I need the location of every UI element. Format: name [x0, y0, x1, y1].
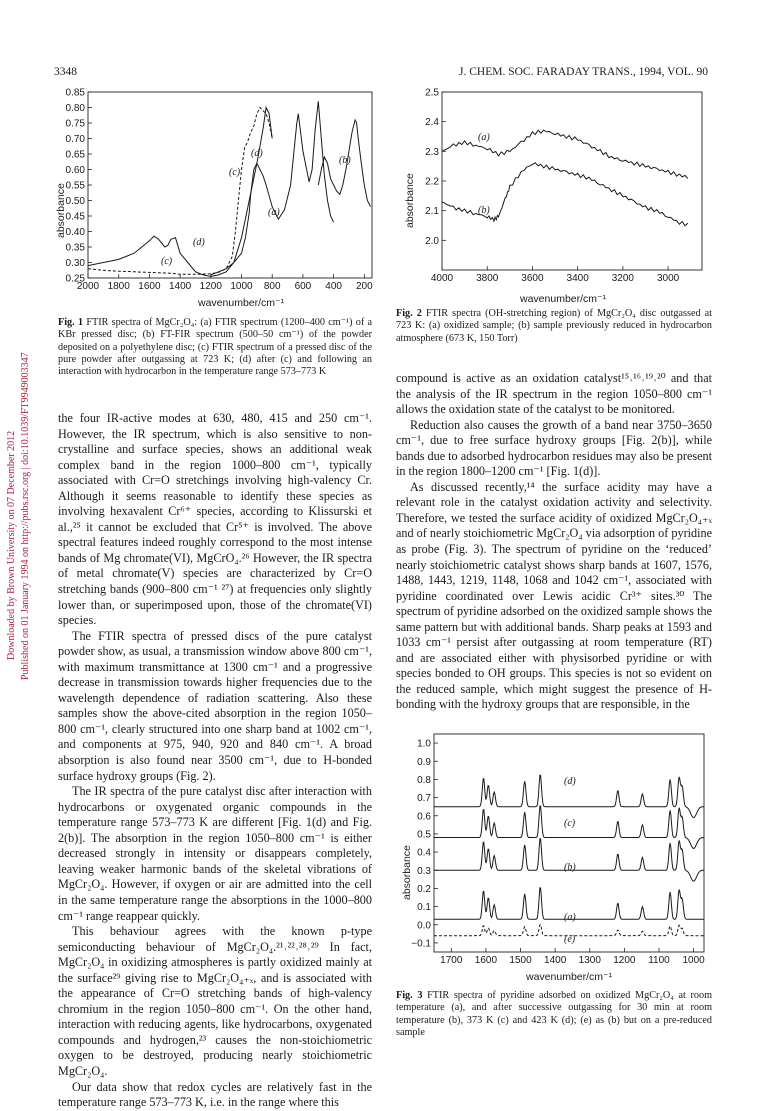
x-tick-label: 4000: [430, 273, 454, 284]
y-tick-label: 0.2: [417, 883, 431, 895]
x-tick-label: 1500: [509, 955, 532, 966]
figure-3: [398, 730, 714, 982]
figure-1-xlabel: wavenumber/cm⁻¹: [198, 297, 285, 309]
y-tick-label: 0.75: [65, 118, 85, 130]
figure-2-caption-text: FTIR spectra (OH-stretching region) of MgCr₂O₄ disc outgassed at 723 K: (a) oxidized sample; (b) sample previously reduced in hydrocarbon atmosphere (673 K, 150 Torr): [396, 308, 713, 344]
y-tick-label: 0.50: [65, 196, 85, 207]
paragraph: The FTIR spectra of pressed discs of the pure catalyst powder show, as usual, a transmission window above 800 cm⁻¹, with maximum transmittance at 1300 cm⁻¹ and a progressive decrease in transmission towards higher frequencies due to the wavelength dependence of radiation scattering. Also these samples show the above-cited absorption in the region 1050–800 cm⁻¹, clearly structured into one sharp band at 1002 cm⁻¹, and components at 975, 940, 920 and 840 cm⁻¹. A broad absorption is also found near 3500 cm⁻¹, due to H-bonded surface hydroxy groups (Fig. 2).: [58, 628, 372, 783]
paragraph: Reduction also causes the growth of a band near 3750–3650 cm⁻¹, due to free surface hydroxy groups [Fig. 2(b)], while bands due to adsorbed hydrocarbon residues may also be present in the region 1800–1200 cm⁻¹ [Fig. 1(d)].: [396, 417, 712, 479]
series-line-b: [434, 839, 704, 881]
paragraph: As discussed recently,¹⁴ the surface acidity may have a relevant role in the catalyst oxidation activity and selectivity. Therefore, we tested the surface acidity of oxidized MgCr₂O₄₊ₓ and of nearly stoichiometric MgCr₂O₄ via adsorption of pyridine as probe (Fig. 3). The spectrum of pyridine on the ‘reduced’ nearly stoichiometric catalyst shows sharp bands at 1607, 1576, 1488, 1443, 1219, 1148, 1068 and 1042 cm⁻¹, associated with pyridine coordinated over Lewis acidic Cr³⁺ sites.³⁰ The spectrum of pyridine adsorbed on the oxidized sample shows the same pattern but with additional bands. Sharp peaks at 1593 and 1033 cm⁻¹ persist after outgassing at room temperature (RT) and are associated either with physisorbed pyridine or with species bonded to OH groups. This species is not so evident on the reduced sample, which might suggest the presence of H-bonding with the hydroxy groups that are responsible, in the: [396, 479, 712, 712]
y-tick-label: 2.2: [425, 176, 439, 188]
x-tick-label: 1400: [544, 955, 567, 966]
figure-2-label-a: (a): [478, 132, 490, 143]
page-number: 3348: [54, 66, 77, 78]
figure-2-plot: [396, 88, 712, 304]
figure-1-label-c-lower: (c): [161, 256, 173, 267]
figure-2-caption: [396, 308, 712, 345]
figure-1-label-d-lower: (d): [193, 237, 205, 248]
body-column-left: [58, 411, 372, 1111]
figure-1-label-c-upper: (c): [229, 167, 241, 178]
y-tick-label: 0.9: [417, 756, 431, 768]
figure-1-ylabel: absorbance: [55, 183, 67, 238]
y-tick-label: 0.5: [417, 829, 431, 841]
figure-1-caption: [58, 317, 372, 378]
paragraph: the four IR-active modes at 630, 480, 415 and 250 cm⁻¹. However, the IR spectrum, which is also sensitive to non-crystalline and surface species, shows an additional weak complex band in the region 1000–800 cm⁻¹, typically associated with Cr=O stretchings involving high-valency Cr. Although it seems reasonable to identify these species as involving hexavalent Cr⁶⁺ species, according to Klissurski et al.,²⁵ it cannot be excluded that Cr⁵⁺ is involved. The above spectral features indeed roughly correspond to the most intense bands of Mg chromate(VI), MgCrO₄.²⁶ However, the IR spectra of metal chromate(V) species are characterized by Cr=O stretching bands (900–800 cm⁻¹ ²⁷) at frequencies only slightly lower than, or superimposed upon, those of the chromate(VI) species.: [58, 411, 372, 628]
y-tick-label: 2.0: [425, 235, 439, 247]
x-tick-label: 1000: [230, 281, 253, 292]
figure-3-caption: [396, 990, 712, 1039]
x-tick-label: 1300: [578, 955, 601, 966]
x-tick-label: 1600: [138, 281, 161, 292]
x-tick-label: 1600: [474, 955, 498, 966]
figure-1: [50, 88, 380, 310]
x-tick-label: 1800: [107, 281, 130, 292]
x-tick-label: 1000: [682, 955, 705, 966]
journal-running-head: J. CHEM. SOC. FARADAY TRANS., 1994, VOL. 90: [459, 66, 708, 78]
y-tick-label: 0.45: [65, 211, 85, 223]
x-tick-label: 600: [294, 281, 312, 292]
figure-3-label-a: (a): [564, 912, 576, 923]
download-notice-line-1: Downloaded by Brown University on 07 December 2012: [6, 430, 17, 660]
series-line-d: [88, 108, 272, 277]
y-tick-label: 0.4: [417, 847, 431, 859]
x-tick-label: 3400: [566, 273, 589, 284]
y-tick-label: 2.5: [425, 87, 439, 99]
y-tick-label: 0.3: [417, 865, 431, 877]
series-line-b: [442, 163, 688, 226]
figure-2-label-b: (b): [478, 205, 490, 216]
figure-3-label-d: (d): [564, 776, 576, 787]
figure-2-caption-label: Fig. 2: [396, 308, 422, 319]
y-tick-label: 2.1: [425, 206, 439, 218]
y-tick-label: 0.70: [65, 134, 85, 145]
figure-3-plot: [398, 730, 714, 982]
x-tick-label: 1700: [440, 955, 463, 966]
figure-3-label-b: (b): [564, 862, 576, 873]
y-tick-label: 0.40: [65, 227, 85, 238]
figure-1-label-a: (a): [268, 207, 280, 218]
plot-frame: [88, 92, 372, 278]
figure-1-label-b: (b): [339, 155, 351, 166]
y-tick-label: 0.8: [417, 774, 431, 786]
figure-3-ylabel: absorbance: [401, 845, 413, 900]
y-tick-label: 0.25: [65, 273, 85, 285]
y-tick-label: 0.30: [65, 258, 85, 269]
y-tick-label: 0.80: [65, 103, 85, 114]
y-tick-label: 0.7: [417, 793, 431, 805]
y-tick-label: 0.60: [65, 165, 85, 176]
figure-3-xlabel: wavenumber/cm⁻¹: [526, 971, 613, 983]
y-tick-label: 0.55: [65, 180, 85, 192]
x-tick-label: 1100: [648, 955, 670, 966]
figure-3-label-c: (c): [564, 818, 576, 829]
plot-frame: [442, 92, 702, 270]
figure-1-plot: [50, 88, 380, 310]
y-tick-label: 2.4: [425, 117, 439, 129]
y-tick-label: 2.3: [425, 146, 439, 158]
x-tick-label: 1200: [199, 281, 222, 292]
paragraph: compound is active as an oxidation catalyst¹⁵˒¹⁶˒¹⁹˒²⁰ and that the analysis of the IR spectrum in the region 1050–800 cm⁻¹ allows the oxidation state of the catalyst to be monitored.: [396, 371, 712, 417]
paragraph: This behaviour agrees with the known p-type semiconducting behaviour of MgCr₂O₄.²¹˒²²˒²⁸˒²⁹ In fact, MgCr₂O₄ in oxidizing atmospheres is partly oxidized mainly at the surface²⁹ giving rise to MgCr₂O₄₊ₓ, and is associated with the appearance of Cr=O stretching bands of high-valency chromium in the region 1050–800 cm⁻¹. On the other hand, interaction with reducing agents, like hydrocarbons, oxygenated compounds and hydrogen,²³ causes the non-stoichiometric oxygen to be destroyed, producing nearly stoichiometric MgCr₂O₄.: [58, 924, 372, 1078]
figure-3-label-e: (e): [564, 934, 576, 945]
x-tick-label: 800: [263, 281, 281, 292]
x-tick-label: 1200: [613, 955, 636, 966]
download-notice-line-2: Published on 01 January 1994 on http://pubs.rsc.org | doi:10.1039/FT9949003347: [20, 352, 31, 680]
y-tick-label: 0.85: [65, 87, 85, 99]
figure-2: [396, 88, 712, 304]
series-line-c: [88, 108, 272, 275]
figure-3-caption-text: FTIR spectra of pyridine adsorbed on oxidized MgCr₂O₄ at room temperature (a), and after successive outgassing for 30 min at room temperature (b), 373 K (c) and 423 K (d); (e) as (b) but on a pre-reduced sample: [396, 990, 712, 1038]
y-tick-label: 0.6: [417, 811, 431, 823]
y-tick-label: 0.35: [65, 242, 85, 254]
x-tick-label: 3800: [476, 273, 499, 284]
x-tick-label: 1400: [168, 281, 192, 292]
figure-1-caption-label: Fig. 1: [58, 317, 84, 328]
figure-1-label-d-upper: (d): [251, 148, 263, 159]
paragraph: The IR spectra of the pure catalyst disc after interaction with hydrocarbons or oxygenated organic compounds in the temperature range 573–773 K are different [Fig. 1(d) and Fig. 2(b)]. The absorption in the region 1050–800 cm⁻¹ is either decreased strongly in intensity or disappears completely, leaving weaker harmonic bands of the skeletal vibrations of MgCr₂O₄. However, if oxygen or air are admitted into the cell in the same temperature range the absorptions in the 1000–800 cm⁻¹ range reappear quickly.: [58, 784, 372, 923]
y-tick-label: 1.0: [417, 738, 431, 750]
y-tick-label: 0.0: [417, 920, 431, 932]
y-tick-label: −0.1: [411, 938, 431, 950]
figure-3-caption-label: Fig. 3: [396, 990, 423, 1001]
figure-2-xlabel: wavenumber/cm⁻¹: [520, 293, 607, 305]
x-tick-label: 400: [325, 281, 342, 292]
download-notice: [2, 120, 32, 680]
y-tick-label: 0.1: [417, 902, 431, 914]
x-tick-label: 2000: [76, 281, 100, 292]
figure-1-caption-text: FTIR spectra of MgCr₂O₄: (a) FTIR spectrum (1200–400 cm⁻¹) of a KBr pressed disc; (b) FT-FIR spectrum (500–50 cm⁻¹) of the powder deposited on a polyethylene disc; (c) FTIR spectrum of a pressed disc of the pure powder after outgassing at 723 K; (d) after (c) and following an interaction with hydrocarbon in the temperature range 573–773 K: [58, 317, 373, 378]
x-tick-label: 3000: [656, 273, 680, 284]
figure-2-ylabel: absorbance: [404, 173, 416, 228]
series-line-a: [211, 101, 334, 275]
body-column-right: [396, 371, 712, 713]
y-tick-label: 0.65: [65, 149, 85, 161]
x-tick-label: 200: [355, 281, 373, 292]
x-tick-label: 3600: [521, 273, 544, 284]
x-tick-label: 3200: [611, 273, 634, 284]
paragraph: Our data show that redox cycles are relatively fast in the temperature range 573–773 K, i.e. in the range where this: [58, 1079, 372, 1110]
